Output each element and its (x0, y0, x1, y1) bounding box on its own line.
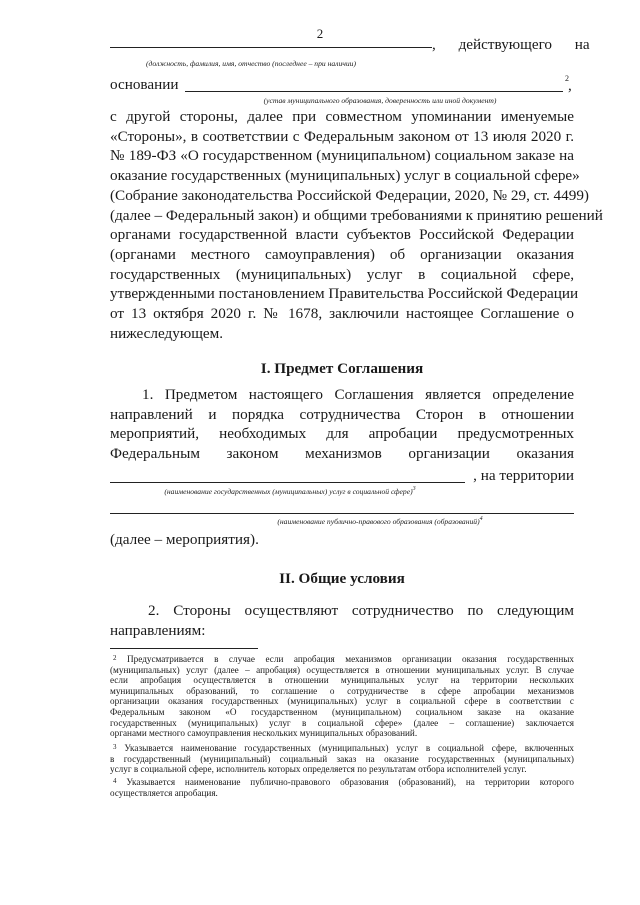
footnote-text: Указывается наименование государственных (муниципальных) услуг в социальной сфере, включенных (124, 743, 574, 753)
section-1-title: I. Предмет Соглашения (260, 360, 424, 377)
basis-blank-line (185, 91, 563, 92)
section-2-paragraph (110, 601, 574, 640)
entity-note-footnote-ref: 4 (479, 516, 483, 522)
intro-paragraph (110, 107, 603, 343)
footnote-2 (110, 654, 574, 739)
intro-line: государственных (муниципальных) услуг в социальной сфере, (110, 265, 574, 283)
intro-line: оказание государственных (муниципальных) услуг в социальной сфере» (110, 167, 580, 185)
intro-line: «Стороны», в соответствии с Федеральным законом от 13 июля 2020 г. (110, 127, 574, 145)
section-1-line: мероприятий, необходимых для апробации предусмотренных (110, 425, 574, 443)
acting-text: , действующего на (432, 36, 590, 53)
footnote-line: в государственный (муниципальный) социальный заказ на оказание государственных (муниципальных) (110, 753, 574, 764)
section-2-line: 2. Стороны осуществляют сотрудничество по следующим (148, 602, 574, 619)
footnote-line (110, 654, 574, 665)
section-1-closing: (далее – мероприятия). (110, 531, 259, 548)
footnote-3 (110, 743, 574, 775)
footnote-line (110, 743, 574, 754)
basis-footnote-ref: 2 (565, 74, 569, 83)
section-1-line: Федеральным законом механизмов организации оказания (110, 445, 574, 463)
page-number: 2 (316, 26, 324, 41)
footnote-separator (110, 648, 258, 649)
entity-note (230, 517, 530, 526)
intro-line: нижеследующем. (110, 324, 224, 342)
section-1-line: 1. Предметом настоящего Соглашения является определение (142, 386, 574, 403)
footnote-number: 2 (113, 654, 117, 662)
footnote-text: Указывается наименование публично-правового образования (образований), на территории которого (126, 777, 574, 787)
footnote-line: Федеральным законом «О государственном (муниципальном) социальном заказе на оказание (110, 706, 574, 717)
entity-blank-line (110, 513, 574, 514)
section-1-line: направлений и порядка сотрудничества Сторон в отношении (110, 405, 574, 423)
services-note (110, 487, 470, 496)
footnote-text: Предусматривается в случае если апробация механизмов организации оказания государственных (127, 654, 574, 664)
basis-label: основании (110, 76, 179, 93)
footnote-number: 4 (113, 777, 117, 785)
entity-note-text: (наименование публично-правового образования (образований) (277, 517, 480, 526)
footnote-line: органами местного самоуправления нескольких муниципальных образований. (110, 728, 418, 739)
services-note-footnote-ref: 3 (412, 486, 416, 492)
position-note: (должность, фамилия, имя, отчество (последнее – при наличии) (145, 59, 356, 68)
footnote-number: 3 (113, 743, 117, 751)
section-2-title: II. Общие условия (279, 570, 405, 587)
intro-line: № 189-ФЗ «О государственном (муниципальном) социальном заказе на (110, 147, 574, 165)
basis-note: (устав муниципального образования, доверенность или иной документ) (263, 96, 497, 105)
basis-comma: , (568, 77, 572, 94)
footnote-line: организации оказания государственных (муниципальных) услуг в социальной сфере в соответствии с (110, 696, 574, 707)
intro-line: с другой стороны, далее при совместном упоминании именуемые (110, 108, 574, 125)
territory-text: , на территории (473, 467, 574, 484)
intro-line: (Собрание законодательства Российской Федерации, 2020, № 29, ст. 4499) (110, 186, 589, 204)
position-blank-line (110, 47, 432, 48)
intro-line: от 13 октября 2020 г. № 1678, заключили настоящее Соглашение о (110, 305, 574, 323)
footnote-line (110, 777, 574, 788)
services-note-text: (наименование государственных (муниципальных) услуг в социальной сфере) (164, 487, 413, 496)
footnote-line: если апробация осуществляется в отношении муниципальных услуг на территории нескольких (110, 675, 574, 686)
footnote-line: муниципальных образований, то соглашение о сотрудничестве в сфере апробации механизмов (110, 685, 574, 696)
intro-line: (органами местного самоуправления) об организации оказания (110, 245, 574, 263)
footnote-line: (муниципальных) услуг (далее – апробация) осуществляется в отношении муниципальных услуг. В случае (110, 664, 574, 675)
section-2-line: направлениям: (110, 621, 206, 639)
footnote-line: услуг в социальной сфере, исполнитель которых определяется по результатам отбора исполнителей услуг. (110, 764, 527, 775)
intro-line: утвержденными постановлением Правительства Российской Федерации (110, 285, 579, 303)
footnote-line: государственных (муниципальных) услуг в социальной сфере» (далее – соглашение) заключается (110, 717, 574, 728)
footnote-line: осуществляется апробация. (110, 787, 218, 798)
footnote-4 (110, 777, 574, 798)
section-1-paragraph (110, 385, 574, 464)
intro-line: органами государственной власти субъектов Российской Федерации (110, 226, 574, 244)
intro-line: (далее – Федеральный закон) и общими требованиями к принятию решений (110, 206, 603, 224)
services-blank-line (110, 482, 465, 483)
